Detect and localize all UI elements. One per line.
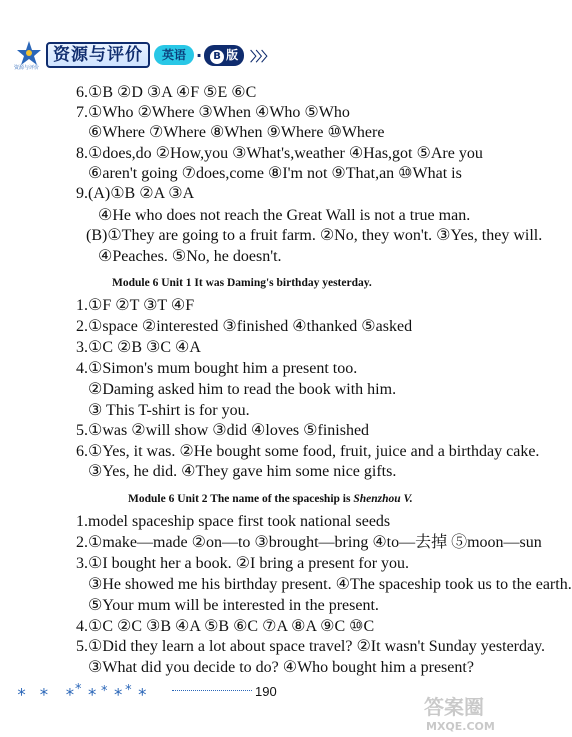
answer-line: 5.①Did they learn a lot about space travel? ②It wasn't Sunday yesterday.: [76, 638, 546, 655]
edition-letter: B: [210, 50, 224, 64]
section-title-unit-1: Module 6 Unit 1 It was Daming's birthday yesterday.: [112, 277, 372, 289]
footer-dotted-rule: [172, 690, 252, 691]
answer-line: 7.①Who ②Where ③When ④Who ⑤Who: [76, 104, 350, 121]
answer-line: 8.①does,do ②How,you ③What's,weather ④Has,got ⑤Are you: [76, 145, 483, 162]
answer-line: ③Yes, he did. ④They gave him some nice gifts.: [88, 463, 397, 480]
section-title-unit-2: [128, 492, 413, 506]
svg-text:*: *: [75, 682, 82, 697]
answer-line: 6.①Yes, it was. ②He bought some food, fruit, juice and a birthday cake.: [76, 443, 540, 460]
svg-text:*: *: [17, 684, 26, 705]
decorative-stars-icon: [8, 680, 168, 706]
logo-caption: 资源与评价: [14, 65, 40, 71]
answer-line: 1.①F ②T ③T ④F: [76, 297, 195, 314]
page-header: [0, 0, 500, 78]
svg-text:*: *: [39, 684, 49, 705]
answer-line: ②Daming asked him to read the book with him.: [88, 381, 397, 398]
chevrons-icon: 〉〉〉: [250, 49, 274, 65]
subject-badge: [154, 45, 194, 65]
answer-line: ⑥Where ⑦Where ⑧When ⑨Where ⑩Where: [88, 124, 385, 141]
answer-line: 5.①was ②will show ③did ④loves ⑤finished: [76, 422, 370, 439]
svg-text:*: *: [114, 684, 123, 705]
book-title: 资源与评价: [46, 42, 150, 68]
svg-text:*: *: [101, 683, 108, 699]
svg-text:*: *: [65, 684, 75, 705]
spaceship-name: Shenzhou V.: [353, 493, 413, 505]
page-number: 190: [255, 684, 277, 699]
svg-text:*: *: [125, 682, 132, 698]
answer-line: 6.①B ②D ③A ④F ⑤E ⑥C: [76, 84, 257, 101]
answer-line: 9.(A)①B ②A ③A: [76, 185, 195, 202]
edition-badge: [204, 45, 244, 66]
answer-line: 3.①I bought her a book. ②I bring a present for you.: [76, 555, 410, 572]
header-title-group: [46, 42, 273, 68]
answer-line: ④Peaches. ⑤No, he doesn't.: [98, 248, 282, 265]
answer-line: 4.①C ②C ③B ④A ⑤B ⑥C ⑦A ⑧A ⑨C ⑩C: [76, 618, 375, 635]
answer-line: ⑥aren't going ⑦does,come ⑧I'm not ⑨That,an ⑩What is: [88, 165, 462, 182]
svg-text:*: *: [138, 684, 147, 705]
answer-line: 2.①make—made ②on—to ③brought—bring ④to—去掉 ⑤moon—sun: [76, 534, 542, 551]
watermark-logo-icon: [420, 692, 498, 734]
title-separator: ·: [196, 45, 203, 65]
answer-line: 1.model spaceship space first took national seeds: [76, 513, 391, 530]
answer-line: (B)①They are going to a fruit farm. ②No, they won't. ③Yes, they will.: [86, 227, 543, 244]
svg-text:*: *: [88, 684, 97, 705]
answer-line: 4.①Simon's mum bought him a present too.: [76, 360, 358, 377]
answer-line: ⑤Your mum will be interested in the present.: [88, 597, 379, 614]
edition-suffix: 版: [226, 47, 239, 62]
section-title-text: Module 6 Unit 2 The name of the spaceship is: [128, 493, 354, 505]
answer-line: 3.①C ②B ③C ④A: [76, 339, 201, 356]
answer-line: ④He who does not reach the Great Wall is not a true man.: [98, 207, 471, 224]
answer-line: ③He showed me his birthday present. ④The spaceship took us to the earth.: [88, 576, 572, 593]
answer-line: 2.①space ②interested ③finished ④thanked ⑤asked: [76, 318, 413, 335]
subject-label: 英语: [162, 48, 187, 62]
answer-line: ③ This T-shirt is for you.: [88, 402, 250, 419]
watermark-text: 答案圈: [424, 695, 484, 719]
answer-line: ③What did you decide to do? ④Who bought him a present?: [88, 659, 474, 676]
watermark-url: MXQE.COM: [426, 720, 495, 733]
